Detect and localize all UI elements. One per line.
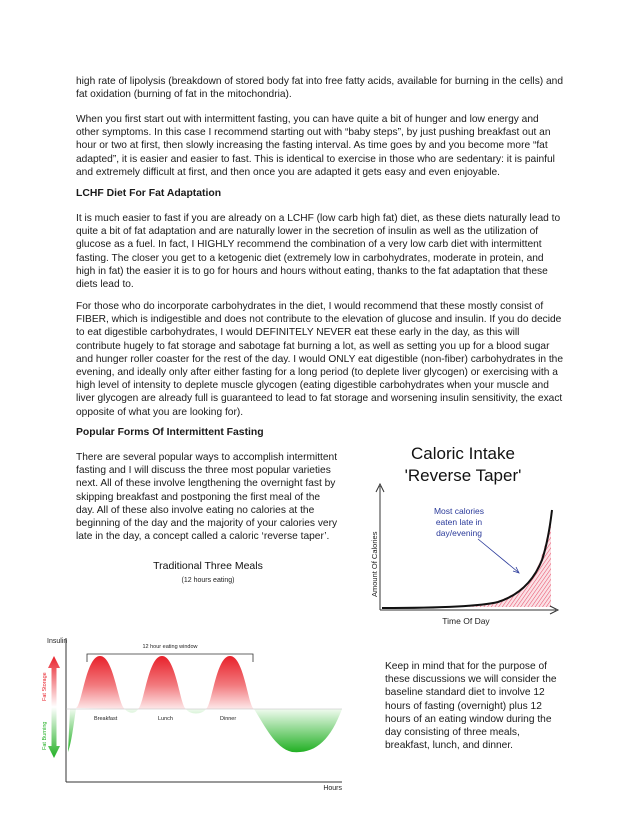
three-meals-figure [30, 556, 350, 796]
meals-subtitle: (12 hours eating) [181, 577, 235, 584]
taper-y-axis-label: Amount Of Calories [370, 531, 379, 597]
meal-label-dinner: Dinner [220, 716, 237, 722]
meals-x-label: Hours [323, 785, 342, 792]
paragraph-baseline-note: Keep in mind that for the purpose of these discussions we will consider the baseline standard diet to involve 12 hours of fasting (overnight) plus 12 hours of an eating window during the day consisting of three meals, breakfast, lunch, and dinner. [385, 661, 557, 752]
taper-title-line2: 'Reverse Taper' [404, 466, 522, 485]
taper-x-axis-label: Time Of Day [442, 616, 490, 626]
fat-burning-label: Fat Burning [42, 721, 48, 750]
taper-annotation-arrow [478, 539, 518, 572]
eating-window-label: 12 hour eating window [142, 644, 198, 650]
taper-annotation-line3: day/evening [436, 528, 482, 538]
heading-popular-forms: Popular Forms Of Intermittent Fasting [76, 427, 264, 438]
paragraph-getting-started: When you first start out with intermittent fasting, you can have quite a bit of hunger and low energy and other symptoms. In this case I recommend starting out with “baby steps”, by just pushing breakfast out an hour or two at first, then slowly increasing the fasting interval. As time goes by and you become more “fat adapted”, it is easier and easier to fast. This is identical to exercise in those who are sedentary: it is painful and extremely difficult at first, and then once you are adapted it gets easy and even enjoyable. [76, 114, 555, 178]
paragraph-carbohydrates: For those who do incorporate carbohydrates in the diet, I would recommend that these mostly consist of FIBER, which is indigestible and does not contribute to the elevation of glucose and insulin. If you do decide to eat digestible carbohydrates, I would DEFINITELY NEVER eat these early in the day, as this will contribute hugely to fat storage and sabotage fat burning a lot, as well as setting you up for a blood sugar and hunger roller coaster for the rest of the day. I would ONLY eat digestible (non-fiber) carbohydrates in the evening, and ideally only after either fasting for a long period (to deplete liver glycogen) or exercising with a high level of intensity to deplete muscle glycogen (eating digestible carbohydrates when your muscle and liver glycogen are already full is guaranteed to lead to fat storage and worsening insulin sensitivity, the exact opposite of what you are looking for). [76, 301, 564, 418]
taper-title-line1: Caloric Intake [411, 444, 515, 463]
meals-title: Traditional Three Meals [153, 560, 263, 572]
taper-annotation-line1: Most calories [433, 506, 485, 516]
reverse-taper-figure [368, 432, 568, 632]
meal-label-breakfast: Breakfast [94, 716, 118, 722]
fat-storage-label: Fat Storage [42, 672, 48, 701]
taper-annotation-line2: eaten late in [435, 517, 483, 527]
heading-lchf: LCHF Diet For Fat Adaptation [76, 188, 222, 199]
meals-y-label: Insulin [47, 638, 68, 645]
paragraph-lchf: It is much easier to fast if you are already on a LCHF (low carb high fat) diet, as these diets naturally lead to quite a bit of fat adaptation and are naturally lower in the secretion of insulin as well as the utilization of glucose as a fuel. In fact, I HIGHLY recommend the combination of a very low carb diet with intermittent fasting. The closer you get to a ketogenic diet (extremely low in carbohydrates, moderate in protein, and high in fat) the easier it is to go for hours and hours without eating, thanks to the fat adaptation that these diets lead to. [76, 213, 561, 291]
paragraph-popular-forms: There are several popular ways to accomplish intermittent fasting and I will discuss the three most popular varieties next. All of these involve lengthening the overnight fast by skipping breakfast and postponing the first meal of the day. All of these also involve eating no calories at the beginning of the day and the majority of your calories very late in the day, a concept called a caloric ‘reverse taper’. [76, 452, 338, 543]
insulin-peaks-fat-storage [76, 656, 254, 709]
meal-label-lunch: Lunch [158, 716, 173, 722]
paragraph-lipolysis: high rate of lipolysis (breakdown of stored body fat into free fatty acids, available for burning in the cells) and fat oxidation (burning of fat in the mitochondria). [76, 76, 564, 101]
storage-burning-arrow-icon [48, 656, 60, 758]
